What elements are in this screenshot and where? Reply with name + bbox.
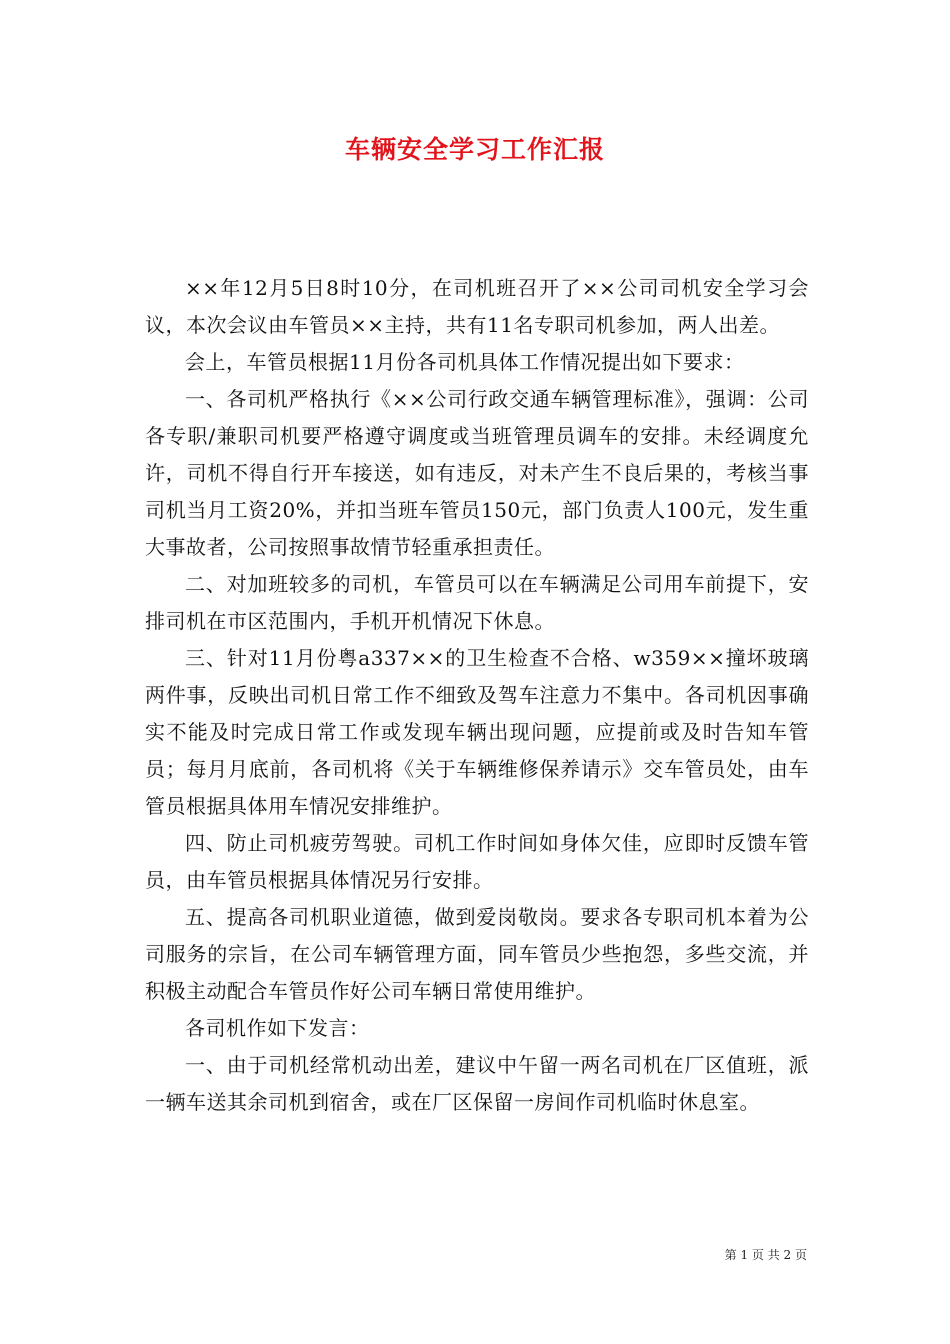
paragraph-requirements-lead: 会上，车管员根据11月份各司机具体工作情况提出如下要求： bbox=[185, 350, 745, 374]
paragraph-requirement-1: 一、各司机严格执行《××公司行政交通车辆管理标准》，强调：公司各专职/兼职司机要严格遵守调度或当班管理员调车的安排。未经调度允许，司机不得自行开车接送，如有违反，对未产生不良后果的，考核当事司机当月工资20%，并扣当班车管员150元，部门负责人100元，发生重大事故者，公司按照事故情节轻重承担责任。 bbox=[145, 387, 809, 559]
paragraph-intro: ××年12月5日8时10分，在司机班召开了××公司司机安全学习会议，本次会议由车管员××主持，共有11名专职司机参加，两人出差。 bbox=[145, 276, 809, 337]
paragraph-requirement-4: 四、防止司机疲劳驾驶。司机工作时间如身体欠佳，应即时反馈车管员，由车管员根据具体情况另行安排。 bbox=[145, 831, 809, 892]
document-title: 车辆安全学习工作汇报 bbox=[344, 135, 605, 164]
paragraph-statements-lead: 各司机作如下发言： bbox=[185, 1016, 370, 1040]
page-number-footer: 第 1 页 共 2 页 bbox=[724, 1248, 807, 1262]
document-body bbox=[145, 270, 809, 1121]
paragraph-requirement-3: 三、针对11月份粤a337××的卫生检查不合格、w359××撞坏玻璃两件事，反映出司机日常工作不细致及驾车注意力不集中。各司机因事确实不能及时完成日常工作或发现车辆出现问题，应提前或及时告知车管员；每月月底前，各司机将《关于车辆维修保养请示》交车管员处，由车管员根据具体用车情况安排维护。 bbox=[145, 646, 809, 818]
paragraph-statement-1: 一、由于司机经常机动出差，建议中午留一两名司机在厂区值班，派一辆车送其余司机到宿舍，或在厂区保留一房间作司机临时休息室。 bbox=[145, 1053, 809, 1114]
paragraph-requirement-2: 二、对加班较多的司机，车管员可以在车辆满足公司用车前提下，安排司机在市区范围内，手机开机情况下休息。 bbox=[145, 572, 809, 633]
paragraph-requirement-5: 五、提高各司机职业道德，做到爱岗敬岗。要求各专职司机本着为公司服务的宗旨，在公司车辆管理方面，同车管员少些抱怨，多些交流，并积极主动配合车管员作好公司车辆日常使用维护。 bbox=[145, 905, 809, 1003]
